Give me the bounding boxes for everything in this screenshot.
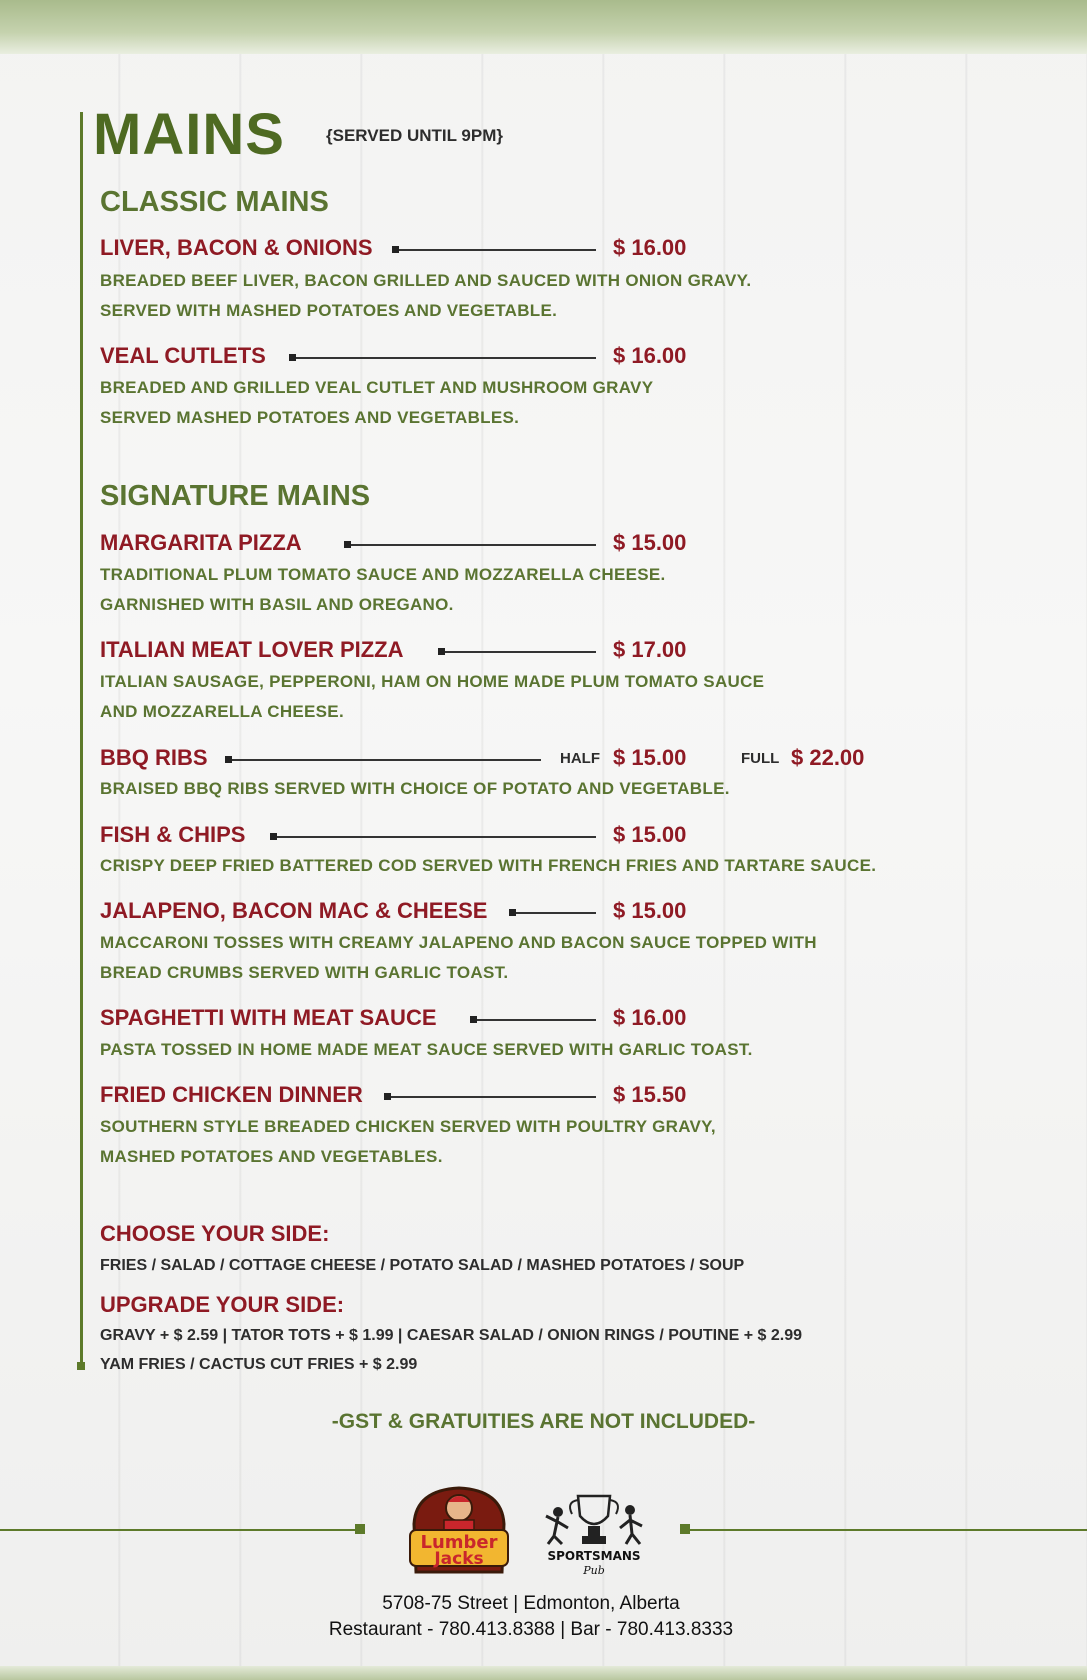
footer-rule-right [684, 1529, 1087, 1531]
item-price: $ 16.00 [613, 235, 687, 260]
upgrade-side-line: GRAVY + $ 2.59 | TATOR TOTS + $ 1.99 | CAESAR SALAD / ONION RINGS / POUTINE + $ 2.99 [100, 1327, 803, 1344]
item-name: ITALIAN MEAT LOVER PIZZA [100, 637, 404, 662]
price-leader [438, 651, 596, 653]
item-price: $ 15.00 [613, 822, 687, 847]
tax-notice: -GST & GRATUITIES ARE NOT INCLUDED- [331, 1410, 756, 1433]
item-description: SERVED WITH MASHED POTATOES AND VEGETABLE. [100, 301, 558, 320]
item-name: BBQ RIBS [100, 745, 208, 770]
item-description: TRADITIONAL PLUM TOMATO SAUCE AND MOZZARELLA CHEESE. [100, 565, 666, 584]
item-description: BRAISED BBQ RIBS SERVED WITH CHOICE OF POTATO AND VEGETABLE. [100, 779, 730, 798]
price-leader [225, 759, 541, 761]
full-label: FULL [741, 750, 780, 767]
footer-rule-marker [355, 1524, 365, 1534]
lumberjacks-logo [404, 1484, 514, 1578]
choose-side-options: FRIES / SALAD / COTTAGE CHEESE / POTATO SALAD / MASHED POTATOES / SOUP [100, 1257, 745, 1274]
item-price: $ 16.00 [613, 343, 687, 368]
logo-word-pub: Pub [583, 1564, 605, 1577]
item-price: $ 15.50 [613, 1082, 687, 1107]
footer-rule-left [0, 1529, 358, 1531]
item-price: $ 17.00 [613, 637, 687, 662]
item-description: CRISPY DEEP FRIED BATTERED COD SERVED WITH FRENCH FRIES AND TARTARE SAUCE. [100, 856, 877, 875]
upgrade-side-heading: UPGRADE YOUR SIDE: [100, 1292, 345, 1317]
price-leader [289, 357, 596, 359]
price-leader [344, 544, 596, 546]
item-description: BREADED AND GRILLED VEAL CUTLET AND MUSHROOM GRAVY [100, 378, 654, 397]
divider-end-marker [77, 1362, 85, 1370]
section-heading-classic: CLASSIC MAINS [100, 186, 329, 218]
logo-word-sportsmans: SPORTSMANS [547, 1549, 641, 1563]
item-price: $ 15.00 [613, 530, 687, 555]
logo-word-lumber: Lumber [420, 1532, 498, 1553]
price-leader [270, 836, 596, 838]
section-heading-signature: SIGNATURE MAINS [100, 480, 371, 512]
item-description: BREADED BEEF LIVER, BACON GRILLED AND SAUCED WITH ONION GRAVY. [100, 271, 752, 290]
upgrade-side-line: YAM FRIES / CACTUS CUT FRIES + $ 2.99 [100, 1356, 418, 1373]
price-leader [470, 1019, 596, 1021]
item-description: GARNISHED WITH BASIL AND OREGANO. [100, 595, 454, 614]
page-title: MAINS [93, 102, 285, 167]
half-label: HALF [560, 750, 600, 767]
item-description: BREAD CRUMBS SERVED WITH GARLIC TOAST. [100, 963, 509, 982]
item-description: SERVED MASHED POTATOES AND VEGETABLES. [100, 408, 520, 427]
served-until-note: {SERVED UNTIL 9PM} [326, 126, 503, 145]
bottom-banner [0, 1666, 1087, 1680]
full-price: $ 22.00 [791, 745, 865, 770]
half-price: $ 15.00 [613, 745, 687, 770]
item-name: LIVER, BACON & ONIONS [100, 235, 373, 260]
vertical-divider [80, 112, 83, 1368]
item-price: $ 15.00 [613, 898, 687, 923]
item-name: SPAGHETTI WITH MEAT SAUCE [100, 1005, 437, 1030]
item-price: $ 16.00 [613, 1005, 687, 1030]
item-name: FISH & CHIPS [100, 822, 246, 847]
item-description: MASHED POTATOES AND VEGETABLES. [100, 1147, 443, 1166]
price-leader [509, 912, 596, 914]
sportsmans-pub-logo [538, 1486, 650, 1578]
item-name: MARGARITA PIZZA [100, 530, 302, 555]
top-banner [0, 0, 1087, 54]
item-name: JALAPENO, BACON MAC & CHEESE [100, 898, 488, 923]
item-name: FRIED CHICKEN DINNER [100, 1082, 363, 1107]
item-name: VEAL CUTLETS [100, 343, 266, 368]
price-leader [384, 1096, 596, 1098]
item-description: MACCARONI TOSSES WITH CREAMY JALAPENO AND BACON SAUCE TOPPED WITH [100, 933, 817, 952]
item-description: PASTA TOSSED IN HOME MADE MEAT SAUCE SERVED WITH GARLIC TOAST. [100, 1040, 753, 1059]
item-description: AND MOZZARELLA CHEESE. [100, 702, 344, 721]
phone-numbers: Restaurant - 780.413.8388 | Bar - 780.413.8333 [328, 1619, 734, 1640]
item-description: SOUTHERN STYLE BREADED CHICKEN SERVED WITH POULTRY GRAVY, [100, 1117, 716, 1136]
item-description: ITALIAN SAUSAGE, PEPPERONI, HAM ON HOME MADE PLUM TOMATO SAUCE [100, 672, 765, 691]
price-leader [392, 249, 596, 251]
choose-side-heading: CHOOSE YOUR SIDE: [100, 1221, 330, 1246]
address: 5708-75 Street | Edmonton, Alberta [382, 1593, 680, 1614]
logo-word-jacks: Jacks [434, 1549, 484, 1569]
